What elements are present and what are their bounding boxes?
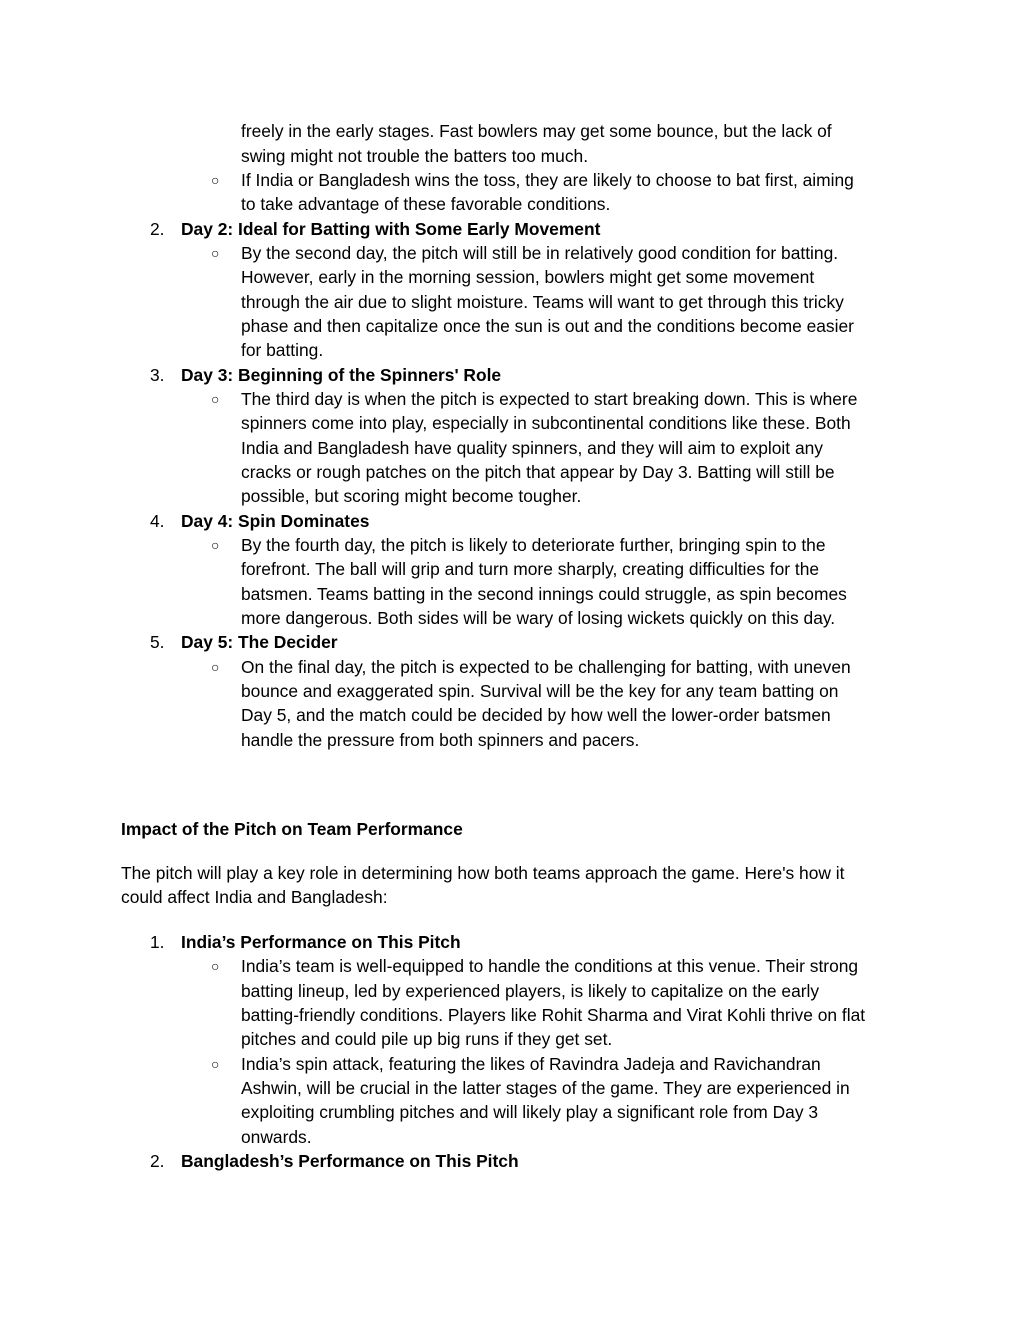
- list-number: 2.: [150, 1151, 165, 1171]
- list-number: 4.: [150, 511, 165, 531]
- body-text-line: Day 5, and the match could be decided by how well the lower-order batsmen: [241, 705, 831, 725]
- body-text-line: possible, but scoring might become tougher.: [241, 486, 582, 506]
- body-text-line: pitches and could pile up big runs if they get set.: [241, 1029, 613, 1049]
- bullet-marker: ○: [211, 958, 220, 974]
- body-text-line: bounce and exaggerated spin. Survival will be the key for any team batting on: [241, 681, 839, 701]
- body-text-line: India and Bangladesh have quality spinners, and they will aim to exploit any: [241, 438, 823, 458]
- body-text-line: However, early in the morning session, bowlers might get some movement: [241, 267, 815, 287]
- list-item-heading: Day 5: The Decider: [181, 632, 338, 652]
- body-text-line: swing might not trouble the batters too much.: [241, 146, 589, 166]
- bullet-marker: ○: [211, 245, 220, 261]
- body-text-line: On the final day, the pitch is expected to be challenging for batting, with uneven: [241, 657, 851, 677]
- list-item-heading: India’s Performance on This Pitch: [181, 932, 461, 952]
- body-text-line: If India or Bangladesh wins the toss, they are likely to choose to bat first, aiming: [241, 170, 854, 190]
- body-text-line: more dangerous. Both sides will be wary of losing wickets quickly on this day.: [241, 608, 836, 628]
- body-text-line: batsmen. Teams batting in the second innings could struggle, as spin becomes: [241, 584, 847, 604]
- list-item-heading: Day 3: Beginning of the Spinners' Role: [181, 365, 502, 385]
- paragraph-line: The pitch will play a key role in determining how both teams approach the game. Here's how it: [121, 863, 845, 883]
- bullet-marker: ○: [211, 391, 220, 407]
- body-text-line: cracks or rough patches on the pitch that appear by Day 3. Batting will still be: [241, 462, 835, 482]
- bullet-marker: ○: [211, 1056, 220, 1072]
- list-item-heading: Day 4: Spin Dominates: [181, 511, 370, 531]
- list-number: 5.: [150, 632, 165, 652]
- body-text-line: forefront. The ball will grip and turn more sharply, creating difficulties for the: [241, 559, 820, 579]
- body-text-line: through the air due to slight moisture. Teams will want to get through this tricky: [241, 292, 844, 312]
- paragraph-line: could affect India and Bangladesh:: [121, 887, 388, 907]
- body-text-line: batting-friendly conditions. Players like Rohit Sharma and Virat Kohli thrive on flat: [241, 1005, 866, 1025]
- list-number: 1.: [150, 932, 165, 952]
- body-text-line: batting lineup, led by experienced players, is likely to capitalize on the early: [241, 981, 820, 1001]
- body-text-line: The third day is when the pitch is expected to start breaking down. This is where: [241, 389, 858, 409]
- list-number: 2.: [150, 219, 165, 239]
- bullet-marker: ○: [211, 659, 220, 675]
- section-heading: Impact of the Pitch on Team Performance: [121, 819, 463, 839]
- body-text-line: By the second day, the pitch will still be in relatively good condition for batting.: [241, 243, 839, 263]
- body-text-line: to take advantage of these favorable conditions.: [241, 194, 611, 214]
- body-text-line: handle the pressure from both spinners and pacers.: [241, 730, 640, 750]
- body-text-line: spinners come into play, especially in subcontinental conditions like these. Both: [241, 413, 851, 433]
- body-text-line: India’s team is well-equipped to handle the conditions at this venue. Their strong: [241, 956, 859, 976]
- body-text-line: onwards.: [241, 1127, 312, 1147]
- body-text-line: for batting.: [241, 340, 324, 360]
- list-item-heading: Day 2: Ideal for Batting with Some Early Movement: [181, 219, 601, 239]
- bullet-marker: ○: [211, 172, 220, 188]
- body-text-line: freely in the early stages. Fast bowlers may get some bounce, but the lack of: [241, 121, 832, 141]
- list-number: 3.: [150, 365, 165, 385]
- bullet-marker: ○: [211, 537, 220, 553]
- body-text-line: exploiting crumbling pitches and will likely play a significant role from Day 3: [241, 1102, 819, 1122]
- body-text-line: Ashwin, will be crucial in the latter stages of the game. They are experienced in: [241, 1078, 850, 1098]
- body-text-line: phase and then capitalize once the sun is out and the conditions become easier: [241, 316, 854, 336]
- body-text-line: By the fourth day, the pitch is likely to deteriorate further, bringing spin to the: [241, 535, 826, 555]
- list-item-heading: Bangladesh’s Performance on This Pitch: [181, 1151, 519, 1171]
- body-text-line: India’s spin attack, featuring the likes of Ravindra Jadeja and Ravichandran: [241, 1054, 821, 1074]
